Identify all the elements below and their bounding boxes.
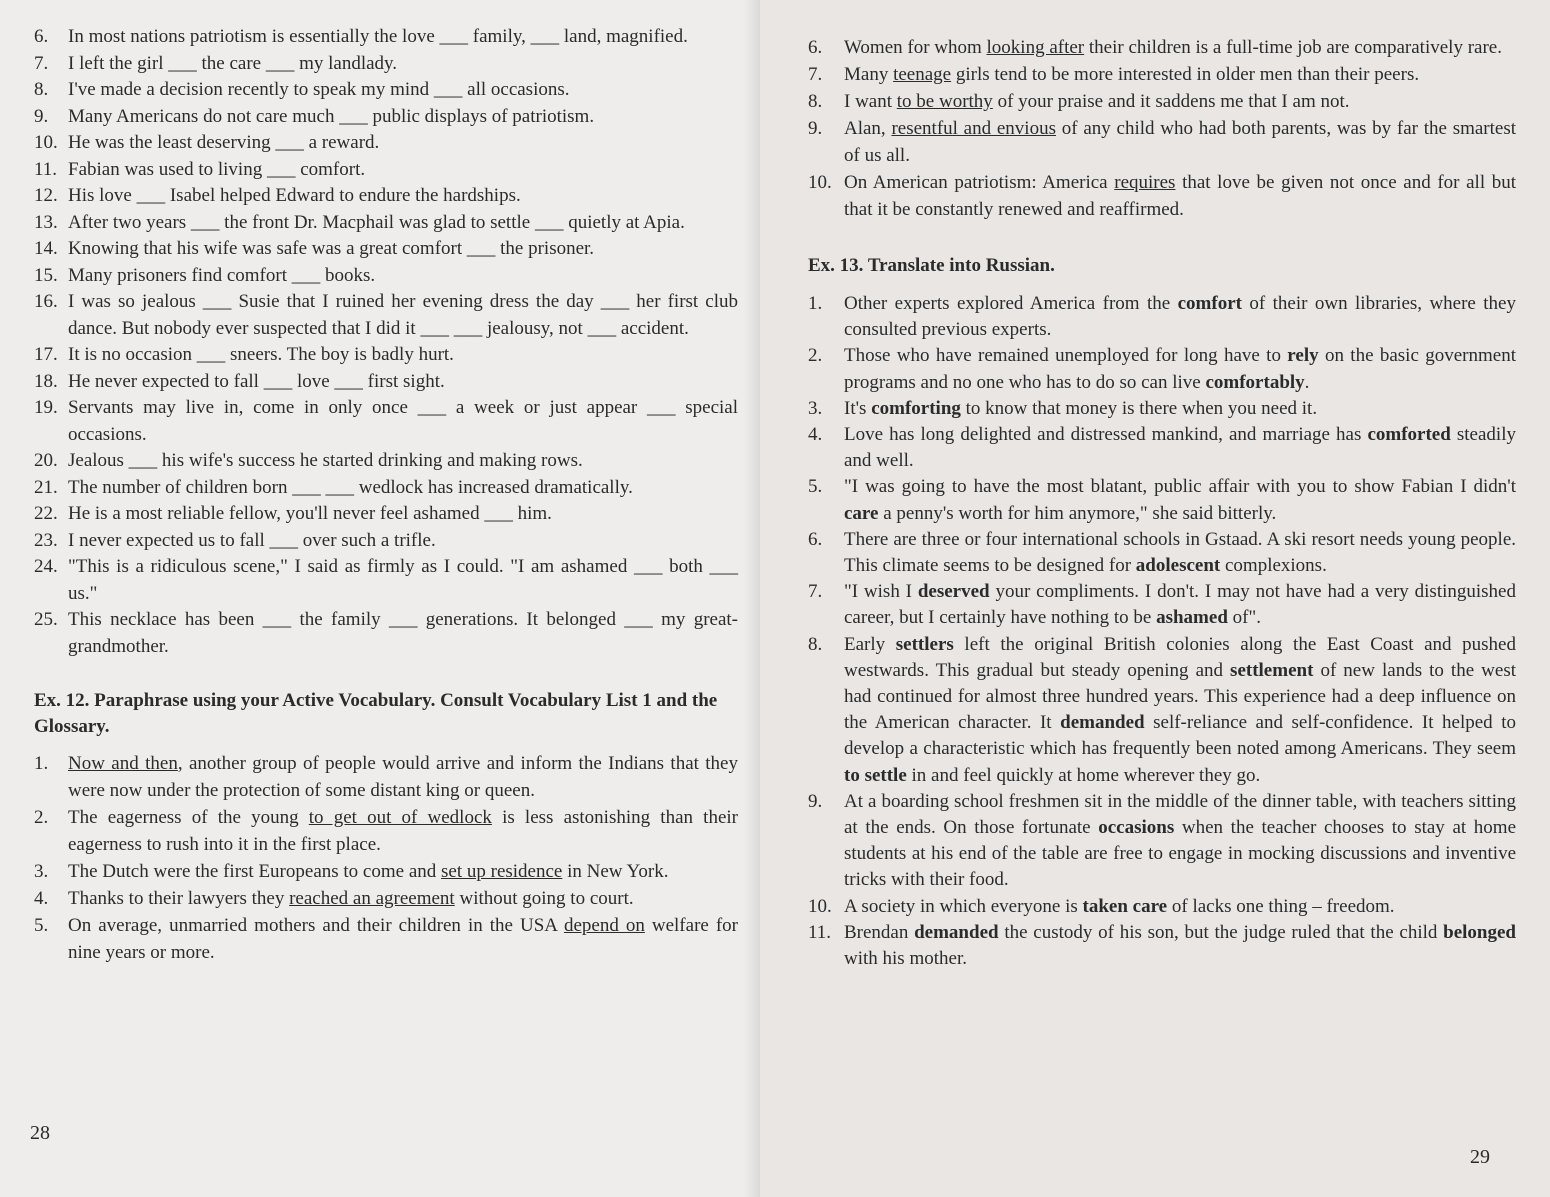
vocabulary-word: taken care [1082,895,1168,917]
item-text: Those who have remained unemployed for long have to [844,345,1288,367]
item-number: 8. [808,91,823,112]
item-text: Brendan [844,921,915,943]
underlined-phrase: teenage [893,64,952,85]
item-number: 8. [34,79,49,100]
list-item [34,554,738,607]
item-text-before: Alan, [844,118,892,139]
item-number: 8. [808,633,823,655]
left-page [0,0,760,1197]
vocabulary-word: to settle [844,764,907,786]
item-text: After two years ___ the front Dr. Macphail was glad to settle ___ quietly at Apia. [68,211,685,233]
item-text: of new lands to the west had continued for almost three hundred years. This experience had a deep influence on the American character. It [844,659,1516,734]
item-text: It is no occasion ___ sneers. The boy is badly hurt. [68,344,454,365]
list-item [34,157,738,184]
item-number: 5. [808,476,823,498]
item-text: At a boarding school freshmen sit in the middle of the dinner table, with teachers sitting at the ends. On those fortunate [844,790,1516,839]
underlined-phrase: requires [1114,172,1176,193]
underlined-phrase: set up residence [441,861,563,882]
item-text: He never expected to fall ___ love ___ first sight. [68,370,445,392]
vocabulary-word: comforted [1367,424,1451,446]
vocabulary-word: comforting [871,397,961,419]
list-item [808,88,1516,115]
list-item [808,343,1516,395]
vocabulary-word: care [844,502,879,524]
item-text: of". [1227,607,1261,629]
item-text: in and feel quickly at home wherever they go. [906,764,1261,786]
list-item [34,183,738,210]
item-text: This necklace has been ___ the family ___ generations. It belonged ___ my great-grandmother. [68,609,738,657]
item-text: I've made a decision recently to speak my mind ___ all occasions. [68,79,570,100]
item-number: 11. [808,921,832,943]
item-text: Fabian was used to living ___ comfort. [68,158,366,180]
item-text: There are three or four international schools in Gstaad. A ski resort needs young people. This climate seems to be designed for [844,528,1516,577]
item-text: Servants may live in, come in only once ___ a week or just appear ___ special occasions. [68,397,738,445]
item-text: "I wish I [844,581,918,603]
translation-exercise-list [808,291,1516,972]
item-text: Many prisoners find comfort ___ books. [68,264,376,286]
list-item [34,236,738,263]
item-number: 6. [808,528,823,550]
list-item [808,115,1516,169]
underlined-phrase: reached an agreement [289,888,455,909]
list-item [808,61,1516,88]
item-text: a penny's worth for him anymore," she said bitterly. [878,502,1277,524]
item-text: to know that money is there when you need it. [960,397,1318,419]
item-number: 14. [34,238,58,259]
item-number: 9. [34,105,49,127]
item-text: Other experts explored America from the [844,293,1178,314]
item-text: He is a most reliable fellow, you'll never feel ashamed ___ him. [68,503,552,524]
item-text: when the teacher chooses to stay at home students at his end of the table are free to engage in mocking discussions and inventive tricks with their food. [844,817,1517,891]
item-text: steadily and well. [844,424,1516,472]
item-number: 15. [34,264,58,286]
item-text: . [1304,371,1310,393]
item-text-after: girls tend to be more interested in older men than their peers. [951,64,1420,85]
item-number: 11. [34,158,58,180]
list-item [34,912,738,966]
list-item [808,396,1516,422]
item-number: 9. [808,790,823,812]
item-number: 22. [34,503,58,524]
page-number: 29 [1470,1146,1490,1168]
item-number: 10. [808,172,832,193]
item-text-after: welfare for nine years or more. [68,915,739,963]
item-text-before: The eagerness of the young [68,807,309,828]
exercise-12-heading: Ex. 12. Paraphrase using your Active Vocabulary. Consult Vocabulary List 1 and the Glossary. [34,690,718,737]
item-text: complexions. [1220,555,1327,577]
list-item [808,291,1516,343]
list-item [34,210,738,237]
list-item [808,422,1516,474]
vocabulary-word: comfortably [1205,371,1305,393]
list-item [34,528,738,555]
item-number: 1. [808,293,823,314]
list-item [34,607,738,660]
item-text: A society in which everyone is [844,895,1083,917]
list-item [808,169,1516,223]
list-item [34,342,738,369]
item-text: His love ___ Isabel helped Edward to endure the hardships. [68,185,521,206]
list-item [808,632,1516,789]
item-number: 13. [34,211,58,233]
item-number: 5. [34,915,49,936]
paraphrase-exercise-list [34,750,738,966]
underlined-phrase: to get out of wedlock [308,807,492,828]
vocabulary-word: ashamed [1156,607,1228,629]
page-number: 28 [30,1122,50,1144]
item-number: 9. [808,118,823,139]
item-number: 6. [34,26,49,47]
item-number: 19. [34,397,58,418]
item-text: self-reliance and self-confidence. It helped to develop a characteristic which has frequently been noted among Americans. They seem [844,712,1516,760]
item-text: He was the least deserving ___ a reward. [68,132,380,153]
list-item [808,527,1516,579]
item-text: Jealous ___ his wife's success he started drinking and making rows. [68,450,583,471]
item-text-after: without going to court. [454,888,634,909]
vocabulary-word: belonged [1443,921,1516,943]
list-item [34,395,738,448]
item-number: 12. [34,185,58,206]
vocabulary-word: comfort [1177,293,1242,314]
item-text: of lacks one thing – freedom. [1167,895,1395,917]
underlined-phrase: to be worthy [896,91,993,112]
list-item [34,369,738,396]
right-page [760,0,1550,1197]
item-text-before: On American patriotism: America [844,172,1115,193]
item-number: 25. [34,609,58,630]
item-number: 10. [808,895,832,917]
list-item [34,104,738,131]
list-item [34,130,738,157]
item-text-after: of any child who had both parents, was by far the smartest of us all. [844,118,1517,166]
item-number: 6. [808,37,823,58]
vocabulary-word: demanded [1060,712,1145,734]
item-number: 7. [808,581,823,603]
item-text-after: of your praise and it saddens me that I am not. [992,91,1350,112]
list-item [808,789,1516,894]
item-number: 20. [34,450,58,471]
item-text: of their own libraries, where they consulted previous experts. [844,293,1516,341]
item-text: In most nations patriotism is essentially the love ___ family, ___ land, magnified. [68,26,688,47]
list-item [34,289,738,342]
underlined-phrase: looking after [986,37,1085,58]
item-number: 21. [34,476,58,498]
item-text: The number of children born ___ ___ wedlock has increased dramatically. [68,476,633,498]
vocabulary-word: rely [1287,345,1319,367]
item-text: Many Americans do not care much ___ public displays of patriotism. [68,105,595,127]
item-text: "This is a ridiculous scene," I said as firmly as I could. "I am ashamed ___ both ___ us." [68,556,738,604]
item-text-after: that love be given not once and for all but that it be constantly renewed and reaffirmed. [844,172,1516,220]
vocabulary-word: settlers [895,633,954,655]
item-text: Love has long delighted and distressed mankind, and marriage has [844,424,1368,446]
exercise-13-heading: Ex. 13. Translate into Russian. [808,255,1055,276]
list-item [34,475,738,502]
paraphrase-exercise-list-continued [808,34,1516,223]
item-number: 23. [34,529,58,551]
item-text-after: in New York. [562,861,669,882]
vocabulary-word: settlement [1230,659,1314,681]
list-item [34,885,738,912]
fill-in-exercise-list [34,24,738,660]
list-item [34,77,738,104]
item-text: Knowing that his wife was safe was a great comfort ___ the prisoner. [68,238,595,259]
item-number: 7. [34,52,49,74]
item-text: left the original British colonies along the East Coast and pushed westwards. This gradual but steady opening and [844,633,1516,681]
item-number: 4. [34,888,49,909]
item-text: your compliments. I don't. I may not have had a very distinguished career, but I certainly have nothing to be [844,581,1516,629]
item-number: 3. [34,861,49,882]
list-item [34,750,738,804]
list-item [34,501,738,528]
vocabulary-word: adolescent [1135,555,1221,577]
list-item [808,894,1516,920]
list-item [34,448,738,475]
item-text: with his mother. [844,948,967,970]
item-number: 18. [34,370,58,392]
item-number: 1. [34,753,49,774]
vocabulary-word: deserved [917,581,990,603]
item-text: the custody of his son, but the judge ruled that the child [998,921,1444,943]
item-text-after: , another group of people would arrive and inform the Indians that they were now under the protection of some distant king or queen. [68,753,738,801]
item-text-before: Many [844,64,894,85]
vocabulary-word: occasions [1098,817,1175,839]
item-number: 3. [808,397,823,419]
item-text: I was so jealous ___ Susie that I ruined her evening dress the day ___ her first club dance. But nobody ever suspected that I did it ___ ___ jealousy, not ___ accident. [68,291,738,339]
item-text-after: their children is a full-time job are comparatively rare. [1084,37,1502,58]
list-item [808,579,1516,631]
underlined-phrase: depend on [563,915,645,936]
item-text-before: Thanks to their lawyers they [68,888,290,909]
list-item [808,34,1516,61]
item-text-after: is less astonishing than their eagerness to rush into it in the first place. [68,807,738,855]
item-text: Early [844,633,896,655]
item-text: I never expected us to fall ___ over such a trifle. [68,529,436,551]
item-number: 24. [34,556,58,577]
list-item [34,858,738,885]
item-number: 2. [34,807,49,828]
item-text-before: The Dutch were the first Europeans to come and [68,861,442,882]
item-number: 17. [34,344,58,365]
item-text-before: On average, unmarried mothers and their children in the USA [68,915,564,936]
item-text: It's [844,397,872,419]
item-text-before: Women for whom [844,37,987,58]
item-number: 7. [808,64,823,85]
item-text: I left the girl ___ the care ___ my landlady. [68,52,398,74]
item-number: 10. [34,132,58,153]
underlined-phrase: Now and then [68,753,178,774]
list-item [34,24,738,51]
item-text-before: I want [844,91,897,112]
list-item [808,920,1516,972]
list-item [808,474,1516,526]
item-text: "I was going to have the most blatant, public affair with you to show Fabian I didn't [844,476,1516,498]
underlined-phrase: resentful and envious [891,118,1056,139]
item-number: 16. [34,291,58,312]
list-item [34,51,738,78]
item-number: 4. [808,424,823,446]
item-number: 2. [808,345,823,367]
item-text: on the basic government programs and no one who has to do so can live [844,345,1516,393]
list-item [34,804,738,858]
list-item [34,263,738,290]
vocabulary-word: demanded [914,921,999,943]
